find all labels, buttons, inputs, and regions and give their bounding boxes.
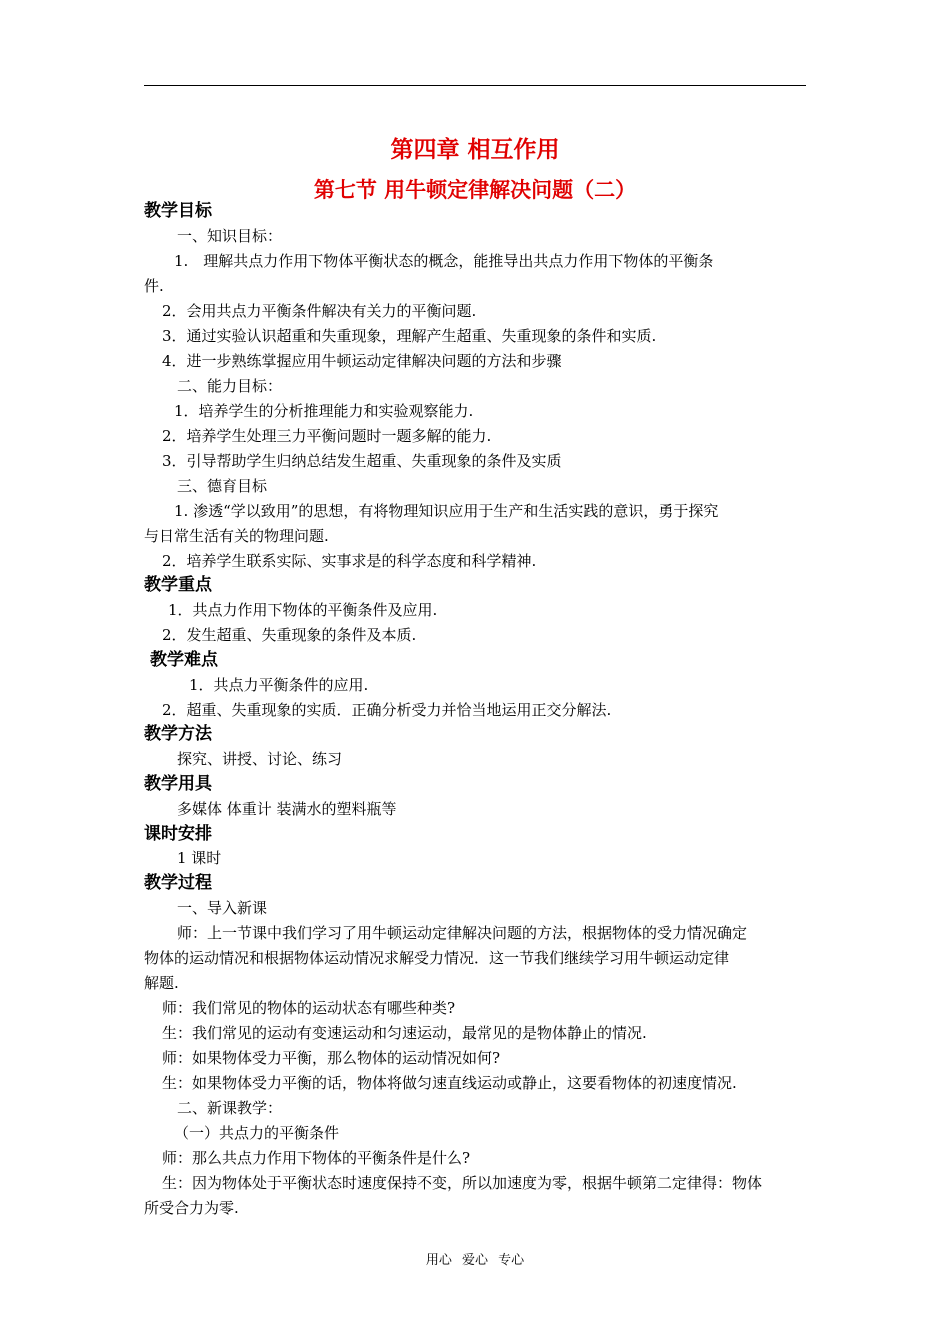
heading-difficulties: 教学难点 xyxy=(150,650,218,670)
heading-goals: 教学目标 xyxy=(144,201,212,221)
goal-line: 件. xyxy=(144,277,164,295)
page-footer: 用心 爱心 专心 xyxy=(425,1253,525,1268)
goal-line: 与日常生活有关的物理问题. xyxy=(144,527,329,545)
process-line: 师：我们常见的物体的运动状态有哪些种类? xyxy=(162,999,456,1017)
process-line: 师：如果物体受力平衡，那么物体的运动情况如何? xyxy=(162,1049,501,1067)
goal-line: 4．进一步熟练掌握应用牛顿运动定律解决问题的方法和步骤 xyxy=(162,352,562,370)
goal-line: 2．会用共点力平衡条件解决有关力的平衡问题. xyxy=(162,302,477,320)
process-line: 生：因为物体处于平衡状态时速度保持不变，所以加速度为零，根据牛顿第二定律得：物体 xyxy=(162,1174,763,1192)
goal-knowledge-heading: 一、知识目标： xyxy=(177,227,283,245)
heading-process: 教学过程 xyxy=(144,873,212,893)
method-text: 探究、讲授、讨论、练习 xyxy=(177,750,343,768)
process-line: 生：如果物体受力平衡的话，物体将做匀速直线运动或静止，这要看物体的初速度情况. xyxy=(162,1074,737,1092)
goal-line: 1．培养学生的分析推理能力和实验观察能力. xyxy=(174,402,474,420)
heading-tools: 教学用具 xyxy=(144,774,212,794)
difficulty: 1．共点力平衡条件的应用. xyxy=(189,676,369,694)
section-title: 第七节 用牛顿定律解决问题（二） xyxy=(313,178,637,202)
process-line: 生：我们常见的运动有变速运动和匀速运动，最常见的是物体静止的情况. xyxy=(162,1024,647,1042)
goal-line: 1. 理解共点力作用下物体平衡状态的概念，能推导出共点力作用下物体的平衡条 xyxy=(174,252,714,270)
key-point: 2．发生超重、失重现象的条件及本质. xyxy=(162,626,417,644)
heading-key-points: 教学重点 xyxy=(144,575,212,595)
schedule-text: 1 课时 xyxy=(177,849,222,867)
tools-text: 多媒体 体重计 装满水的塑料瓶等 xyxy=(177,800,397,818)
goal-moral-heading: 三、德育目标 xyxy=(177,477,268,495)
heading-method: 教学方法 xyxy=(144,724,212,744)
process-line: 物体的运动情况和根据物体运动情况求解受力情况．这一节我们继续学习用牛顿运动定律 xyxy=(144,949,730,967)
chapter-title: 第四章 相互作用 xyxy=(390,137,560,163)
goal-line: 2．培养学生联系实际、实事求是的科学态度和科学精神. xyxy=(162,552,537,570)
goal-line: 1. 渗透“学以致用”的思想，有将物理知识应用于生产和生活实践的意识，勇于探究 xyxy=(174,502,719,520)
process-line: 所受合力为零. xyxy=(144,1199,239,1217)
process-line: 解题. xyxy=(144,974,179,992)
goal-line: 3．引导帮助学生归纳总结发生超重、失重现象的条件及实质 xyxy=(162,452,562,470)
process-line: 师：那么共点力作用下物体的平衡条件是什么? xyxy=(162,1149,471,1167)
header-rule xyxy=(144,85,806,86)
goal-line: 2．培养学生处理三力平衡问题时一题多解的能力. xyxy=(162,427,492,445)
process-line: 师：上一节课中我们学习了用牛顿运动定律解决问题的方法，根据物体的受力情况确定 xyxy=(177,924,748,942)
key-point: 1．共点力作用下物体的平衡条件及应用. xyxy=(168,601,438,619)
process-line: 一、导入新课 xyxy=(177,899,268,917)
goal-ability-heading: 二、能力目标： xyxy=(177,377,283,395)
goal-line: 3．通过实验认识超重和失重现象，理解产生超重、失重现象的条件和实质. xyxy=(162,327,657,345)
difficulty: 2．超重、失重现象的实质．正确分析受力并恰当地运用正交分解法. xyxy=(162,701,612,719)
process-line: （一）共点力的平衡条件 xyxy=(174,1124,340,1142)
process-line: 二、新课教学： xyxy=(177,1099,283,1117)
heading-schedule: 课时安排 xyxy=(144,824,212,844)
